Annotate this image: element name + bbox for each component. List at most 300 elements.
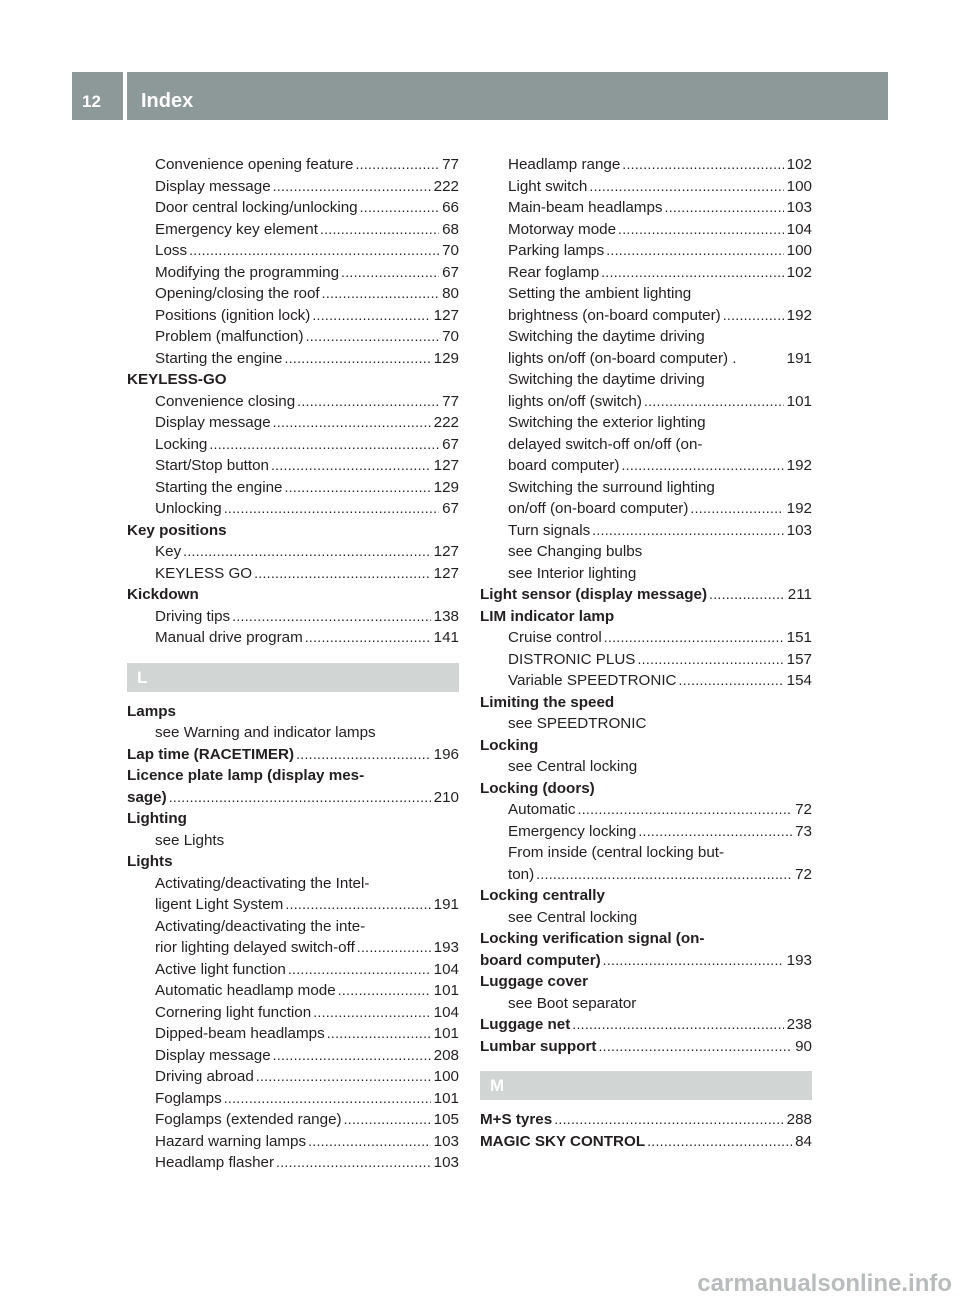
index-subentry xyxy=(127,873,459,895)
index-entry xyxy=(127,701,459,723)
index-entry[interactable] xyxy=(480,1014,812,1036)
dot-leader xyxy=(638,821,792,843)
entry-text: board computer) xyxy=(480,951,601,969)
index-subentry[interactable] xyxy=(127,1088,459,1110)
dot-leader xyxy=(285,477,431,499)
entry-text: Locking verification signal (on- xyxy=(480,930,705,947)
dot-leader xyxy=(338,980,431,1002)
entry-text: see Boot separator xyxy=(508,994,637,1012)
page-ref[interactable]: 103 xyxy=(786,521,812,539)
index-subentry[interactable] xyxy=(127,176,459,198)
page-ref[interactable]: 191 xyxy=(433,896,459,913)
page-ref[interactable]: 72 xyxy=(795,865,812,883)
index-column-left xyxy=(127,154,459,1174)
index-subentry[interactable] xyxy=(127,240,459,262)
entry-text: Convenience opening feature xyxy=(155,156,354,173)
dot-leader xyxy=(327,1023,431,1045)
index-subentry[interactable] xyxy=(127,219,459,241)
entry-text: Display message xyxy=(155,1046,271,1064)
dot-leader xyxy=(322,283,439,305)
section-header: M xyxy=(480,1071,812,1100)
page-ref[interactable]: 191 xyxy=(786,349,812,367)
page-ref[interactable]: 211 xyxy=(787,586,812,603)
entry-text: Locking (doors) xyxy=(480,779,595,797)
entry-text: Light switch xyxy=(508,177,588,195)
entry-text: Lumbar support xyxy=(480,1037,597,1055)
entry-text: see Interior lighting xyxy=(508,564,637,582)
dot-leader xyxy=(578,799,793,821)
index-entry[interactable] xyxy=(127,744,459,766)
page-ref[interactable]: 127 xyxy=(433,543,459,560)
index-subentry xyxy=(480,283,812,305)
dot-leader xyxy=(273,176,431,198)
index-subentry xyxy=(480,434,812,456)
index-subentry xyxy=(480,412,812,434)
dot-leader xyxy=(254,563,431,585)
entry-text: From inside (central locking but- xyxy=(508,844,725,861)
index-entry xyxy=(480,692,812,714)
page-ref[interactable]: 288 xyxy=(786,1111,812,1128)
entry-text: Convenience closing xyxy=(155,392,296,410)
page-ref[interactable]: 70 xyxy=(442,328,459,345)
dot-leader xyxy=(709,584,785,606)
dot-leader xyxy=(355,154,439,176)
entry-text: LIM indicator lamp xyxy=(480,607,615,625)
dot-leader xyxy=(273,412,431,434)
index-entry[interactable] xyxy=(480,1131,812,1153)
page-ref[interactable]: 157 xyxy=(786,650,812,668)
entry-text: Unlocking xyxy=(155,500,222,517)
entry-text: Driving abroad xyxy=(155,1068,254,1085)
index-entry xyxy=(480,778,812,800)
page-ref[interactable]: 208 xyxy=(433,1046,459,1064)
index-subentry[interactable] xyxy=(480,498,812,520)
entry-text: Starting the engine xyxy=(155,349,283,367)
page-ref[interactable]: 80 xyxy=(442,285,459,302)
entry-text: KEYLESS GO xyxy=(155,564,253,582)
header-bar xyxy=(72,72,888,120)
entry-text: Lighting xyxy=(127,810,187,827)
entry-text: Start/Stop button xyxy=(155,457,269,474)
entry-text: Rear foglamp xyxy=(508,263,600,281)
index-subentry[interactable] xyxy=(127,541,459,563)
entry-text: Manual drive program xyxy=(155,629,303,646)
entry-text: see Lights xyxy=(155,831,225,849)
dot-leader xyxy=(644,391,784,413)
entry-text: Kickdown xyxy=(127,586,199,603)
index-subentry[interactable] xyxy=(127,412,459,434)
index-subentry[interactable] xyxy=(127,326,459,348)
page-ref[interactable]: 192 xyxy=(786,500,812,517)
entry-text: DISTRONIC PLUS xyxy=(508,650,636,668)
entry-text: delayed switch-off on/off (on- xyxy=(508,435,703,453)
dot-leader xyxy=(273,1045,431,1067)
dot-leader xyxy=(209,434,439,456)
index-entry xyxy=(127,520,459,542)
index-subentry xyxy=(480,993,812,1015)
entry-text: Licence plate lamp (display mes- xyxy=(127,767,365,784)
entry-text: Locking xyxy=(480,736,539,754)
index-subentry[interactable] xyxy=(480,240,812,262)
page-ref[interactable]: 84 xyxy=(795,1132,812,1150)
page-ref[interactable]: 151 xyxy=(786,629,812,646)
entry-text: Automatic xyxy=(508,801,576,818)
entry-text: Main-beam headlamps xyxy=(508,199,663,216)
page-ref[interactable]: 101 xyxy=(433,1025,459,1042)
dot-leader xyxy=(637,649,783,671)
index-subentry[interactable] xyxy=(127,391,459,413)
header-divider xyxy=(123,72,127,120)
page-ref[interactable]: 193 xyxy=(433,939,459,956)
index-subentry[interactable] xyxy=(127,959,459,981)
index-subentry[interactable] xyxy=(127,627,459,649)
watermark: carmanualsonline.info xyxy=(697,1270,952,1297)
entry-text: Display message xyxy=(155,414,271,431)
entry-text: see Central locking xyxy=(508,908,638,926)
dot-leader xyxy=(344,1109,431,1131)
dot-leader xyxy=(276,1152,431,1174)
page-ref[interactable]: 127 xyxy=(433,306,459,324)
dot-leader xyxy=(665,197,784,219)
page-ref[interactable]: 104 xyxy=(433,960,459,978)
page-ref[interactable]: 100 xyxy=(433,1068,459,1085)
page-ref[interactable]: 193 xyxy=(786,951,812,969)
dot-leader xyxy=(232,606,431,628)
dot-leader xyxy=(306,326,440,348)
index-entry xyxy=(480,885,812,907)
index-subentry[interactable] xyxy=(127,262,459,284)
index-column-right xyxy=(480,154,812,1152)
dot-leader xyxy=(169,787,431,809)
page-ref[interactable]: 129 xyxy=(433,478,459,496)
dot-leader xyxy=(360,197,439,219)
page-ref[interactable]: 73 xyxy=(795,822,812,840)
dot-leader xyxy=(288,959,431,981)
index-subentry xyxy=(480,907,812,929)
index-subentry[interactable] xyxy=(480,799,812,821)
page-ref[interactable]: 127 xyxy=(433,564,459,582)
entry-text: Switching the surround lighting xyxy=(508,478,715,496)
index-entry[interactable] xyxy=(480,1036,812,1058)
dot-leader xyxy=(554,1109,783,1131)
page-ref[interactable]: 105 xyxy=(433,1111,459,1128)
dot-leader xyxy=(296,744,431,766)
dot-leader xyxy=(589,176,783,198)
dot-leader xyxy=(271,455,431,477)
entry-text: Cruise control xyxy=(508,629,602,646)
index-subentry[interactable] xyxy=(127,283,459,305)
entry-text: Locking centrally xyxy=(480,887,605,904)
dot-leader xyxy=(572,1014,783,1036)
index-subentry xyxy=(480,756,812,778)
page-ref[interactable]: 67 xyxy=(442,435,459,453)
entry-text: Lamps xyxy=(127,702,176,720)
index-subentry[interactable] xyxy=(127,894,459,916)
entry-text: Motorway mode xyxy=(508,220,617,238)
index-subentry[interactable] xyxy=(127,1023,459,1045)
entry-text: Light sensor (display message) xyxy=(480,586,708,603)
page-ref[interactable]: 101 xyxy=(786,392,812,410)
entry-text: Headlamp range xyxy=(508,156,621,173)
entry-text: Variable SPEEDTRONIC xyxy=(508,672,677,689)
entry-text: Problem (malfunction) xyxy=(155,328,304,345)
entry-text: Emergency locking xyxy=(508,822,637,840)
entry-text: Active light function xyxy=(155,960,286,978)
index-subentry[interactable] xyxy=(127,1066,459,1088)
page-ref[interactable]: 104 xyxy=(786,220,812,238)
entry-text: Key positions xyxy=(127,521,227,539)
entry-text: Switching the daytime driving xyxy=(508,328,705,345)
dot-leader xyxy=(603,950,784,972)
page-ref[interactable]: 101 xyxy=(433,982,459,999)
entry-text: board computer) xyxy=(508,457,620,474)
index-entry xyxy=(480,928,812,950)
page-ref[interactable]: 192 xyxy=(786,457,812,474)
entry-text: brightness (on-board computer) xyxy=(508,306,721,324)
dot-leader xyxy=(285,348,431,370)
entry-text: see SPEEDTRONIC xyxy=(508,715,647,732)
entry-text: see Warning and indicator lamps xyxy=(155,724,376,741)
entry-text: Switching the daytime driving xyxy=(508,371,705,388)
dot-leader xyxy=(604,627,784,649)
page-ref[interactable]: 222 xyxy=(433,414,459,431)
entry-text: Activating/deactivating the inte- xyxy=(155,917,366,935)
entry-text: ligent Light System xyxy=(155,896,284,913)
entry-text: ton) xyxy=(508,865,535,883)
entry-text: see Central locking xyxy=(508,758,638,775)
index-subentry[interactable] xyxy=(127,348,459,370)
index-entry[interactable] xyxy=(480,1109,812,1131)
page-ref[interactable]: 70 xyxy=(442,242,459,259)
dot-leader xyxy=(312,305,430,327)
page-ref[interactable]: 77 xyxy=(442,156,459,173)
entry-text: Turn signals xyxy=(508,521,591,539)
entry-text: lights on/off (switch) xyxy=(508,392,642,410)
page-ref[interactable]: 103 xyxy=(433,1154,459,1171)
entry-text: Loss xyxy=(155,242,188,259)
page-ref[interactable]: 101 xyxy=(433,1089,459,1107)
dot-leader xyxy=(679,670,784,692)
entry-text: Driving tips xyxy=(155,607,231,625)
index-subentry xyxy=(127,916,459,938)
dot-leader xyxy=(357,937,431,959)
entry-text: Dipped-beam headlamps xyxy=(155,1025,325,1042)
entry-text: Lap time (RACETIMER) xyxy=(127,745,295,763)
index-entry[interactable] xyxy=(480,950,812,972)
index-entry xyxy=(127,851,459,873)
page-ref[interactable]: 129 xyxy=(433,349,459,367)
index-subentry[interactable] xyxy=(127,197,459,219)
index-subentry[interactable] xyxy=(480,391,812,413)
index-subentry[interactable] xyxy=(480,821,812,843)
index-subentry[interactable] xyxy=(480,520,812,542)
index-entry xyxy=(127,808,459,830)
entry-text: Cornering light function xyxy=(155,1003,312,1021)
index-subentry[interactable] xyxy=(127,498,459,520)
dot-leader xyxy=(224,498,439,520)
page-ref[interactable]: 103 xyxy=(433,1132,459,1150)
page-ref[interactable]: 154 xyxy=(786,672,812,689)
index-subentry xyxy=(480,541,812,563)
dot-leader xyxy=(308,1131,431,1153)
entry-text: Luggage cover xyxy=(480,973,589,990)
entry-text: rior lighting delayed switch-off xyxy=(155,939,355,956)
page-ref[interactable]: 192 xyxy=(786,306,812,324)
index-entry xyxy=(127,765,459,787)
index-entry xyxy=(480,971,812,993)
index-subentry[interactable] xyxy=(480,154,812,176)
dot-leader xyxy=(341,262,439,284)
page-ref[interactable]: 104 xyxy=(433,1003,459,1021)
page-ref[interactable]: 103 xyxy=(786,199,812,216)
dot-leader xyxy=(305,627,431,649)
page-ref[interactable]: 210 xyxy=(433,788,459,806)
index-subentry xyxy=(480,369,812,391)
index-subentry[interactable] xyxy=(127,1002,459,1024)
index-subentry xyxy=(480,326,812,348)
index-subentry[interactable] xyxy=(127,1152,459,1174)
dot-leader xyxy=(285,894,430,916)
index-entry[interactable] xyxy=(127,787,459,809)
index-subentry xyxy=(480,713,812,735)
entry-text: on/off (on-board computer) xyxy=(508,500,689,517)
entry-text: Door central locking/unlocking xyxy=(155,199,358,216)
dot-leader xyxy=(606,240,783,262)
entry-text: Activating/deactivating the Intel- xyxy=(155,874,370,892)
index-subentry[interactable] xyxy=(480,455,812,477)
page-ref[interactable]: 90 xyxy=(795,1037,812,1055)
index-subentry[interactable] xyxy=(480,176,812,198)
entry-text: sage) xyxy=(127,788,167,806)
section-header: L xyxy=(127,663,459,692)
entry-text: Parking lamps xyxy=(508,242,605,259)
index-entry xyxy=(480,735,812,757)
entry-text: Hazard warning lamps xyxy=(155,1132,307,1150)
entry-text: Modifying the programming xyxy=(155,263,340,281)
entry-text: KEYLESS-GO xyxy=(127,371,227,388)
page-ref[interactable]: 222 xyxy=(433,177,459,195)
page-ref[interactable]: 100 xyxy=(786,242,812,259)
entry-text: Foglamps (extended range) xyxy=(155,1111,342,1128)
dot-leader xyxy=(598,1036,792,1058)
entry-text: Opening/closing the roof xyxy=(155,285,320,302)
entry-text: Lights xyxy=(127,853,173,870)
index-subentry[interactable] xyxy=(480,262,812,284)
index-subentry[interactable] xyxy=(127,154,459,176)
entry-text: lights on/off (on-board computer) . xyxy=(508,349,737,367)
entry-text: Foglamps xyxy=(155,1089,222,1107)
index-subentry[interactable] xyxy=(127,980,459,1002)
page-ref[interactable]: 102 xyxy=(786,263,812,281)
page-ref[interactable]: 127 xyxy=(433,457,459,474)
index-subentry[interactable] xyxy=(480,627,812,649)
index-subentry[interactable] xyxy=(127,305,459,327)
dot-leader xyxy=(536,864,792,886)
page-ref[interactable]: 67 xyxy=(442,500,459,517)
index-entry xyxy=(127,584,459,606)
page-ref[interactable]: 66 xyxy=(442,199,459,216)
entry-text: Locking xyxy=(155,435,208,453)
index-entry xyxy=(127,369,459,391)
index-entry xyxy=(480,606,812,628)
page-ref[interactable]: 72 xyxy=(795,801,812,818)
entry-text: Emergency key element xyxy=(155,220,318,238)
dot-leader xyxy=(224,1088,431,1110)
page-ref[interactable]: 141 xyxy=(433,629,459,646)
entry-text: M+S tyres xyxy=(480,1111,553,1128)
index-subentry[interactable] xyxy=(480,864,812,886)
entry-text: Headlamp flasher xyxy=(155,1154,275,1171)
index-subentry[interactable] xyxy=(127,563,459,585)
index-subentry xyxy=(480,477,812,499)
entry-text: Setting the ambient lighting xyxy=(508,285,692,302)
entry-text: Switching the exterior lighting xyxy=(508,414,706,431)
index-subentry[interactable] xyxy=(480,670,812,692)
index-subentry[interactable] xyxy=(127,1045,459,1067)
index-subentry[interactable] xyxy=(480,348,812,370)
entry-text: Display message xyxy=(155,177,271,195)
index-entry[interactable] xyxy=(480,584,812,606)
index-subentry xyxy=(127,830,459,852)
entry-text: Starting the engine xyxy=(155,478,283,496)
page-number: 12 xyxy=(82,92,101,111)
index-subentry[interactable] xyxy=(127,1131,459,1153)
dot-leader xyxy=(297,391,439,413)
entry-text: Automatic headlamp mode xyxy=(155,982,336,999)
dot-leader xyxy=(592,520,783,542)
page-ref[interactable]: 102 xyxy=(786,156,812,173)
index-subentry[interactable] xyxy=(480,219,812,241)
index-subentry[interactable] xyxy=(127,937,459,959)
dot-leader xyxy=(256,1066,431,1088)
page-ref[interactable]: 68 xyxy=(442,220,459,238)
dot-leader xyxy=(621,455,783,477)
index-subentry[interactable] xyxy=(127,1109,459,1131)
index-subentry[interactable] xyxy=(127,455,459,477)
index-subentry[interactable] xyxy=(480,305,812,327)
page-title: Index xyxy=(141,90,194,112)
dot-leader xyxy=(618,219,784,241)
dot-leader xyxy=(189,240,439,262)
entry-text: see Changing bulbs xyxy=(508,543,643,560)
index-subentry[interactable] xyxy=(127,434,459,456)
entry-text: Key xyxy=(155,543,182,560)
index-subentry[interactable] xyxy=(127,477,459,499)
dot-leader xyxy=(313,1002,430,1024)
page-ref[interactable]: 238 xyxy=(786,1016,812,1033)
dot-leader xyxy=(183,541,430,563)
entry-text: Positions (ignition lock) xyxy=(155,306,311,324)
page-ref[interactable]: 77 xyxy=(442,392,459,410)
dot-leader xyxy=(622,154,783,176)
index-subentry xyxy=(127,722,459,744)
index-subentry[interactable] xyxy=(480,197,812,219)
page-ref[interactable]: 67 xyxy=(442,263,459,281)
dot-leader xyxy=(690,498,783,520)
page-ref[interactable]: 196 xyxy=(433,745,459,763)
index-subentry[interactable] xyxy=(480,649,812,671)
page-ref[interactable]: 100 xyxy=(786,177,812,195)
dot-leader xyxy=(601,262,783,284)
index-subentry[interactable] xyxy=(127,606,459,628)
index-subentry xyxy=(480,563,812,585)
dot-leader xyxy=(320,219,439,241)
dot-leader xyxy=(723,305,784,327)
page-ref[interactable]: 138 xyxy=(433,607,459,625)
entry-text: MAGIC SKY CONTROL xyxy=(480,1132,646,1150)
dot-leader xyxy=(647,1131,792,1153)
entry-text: Limiting the speed xyxy=(480,693,615,711)
